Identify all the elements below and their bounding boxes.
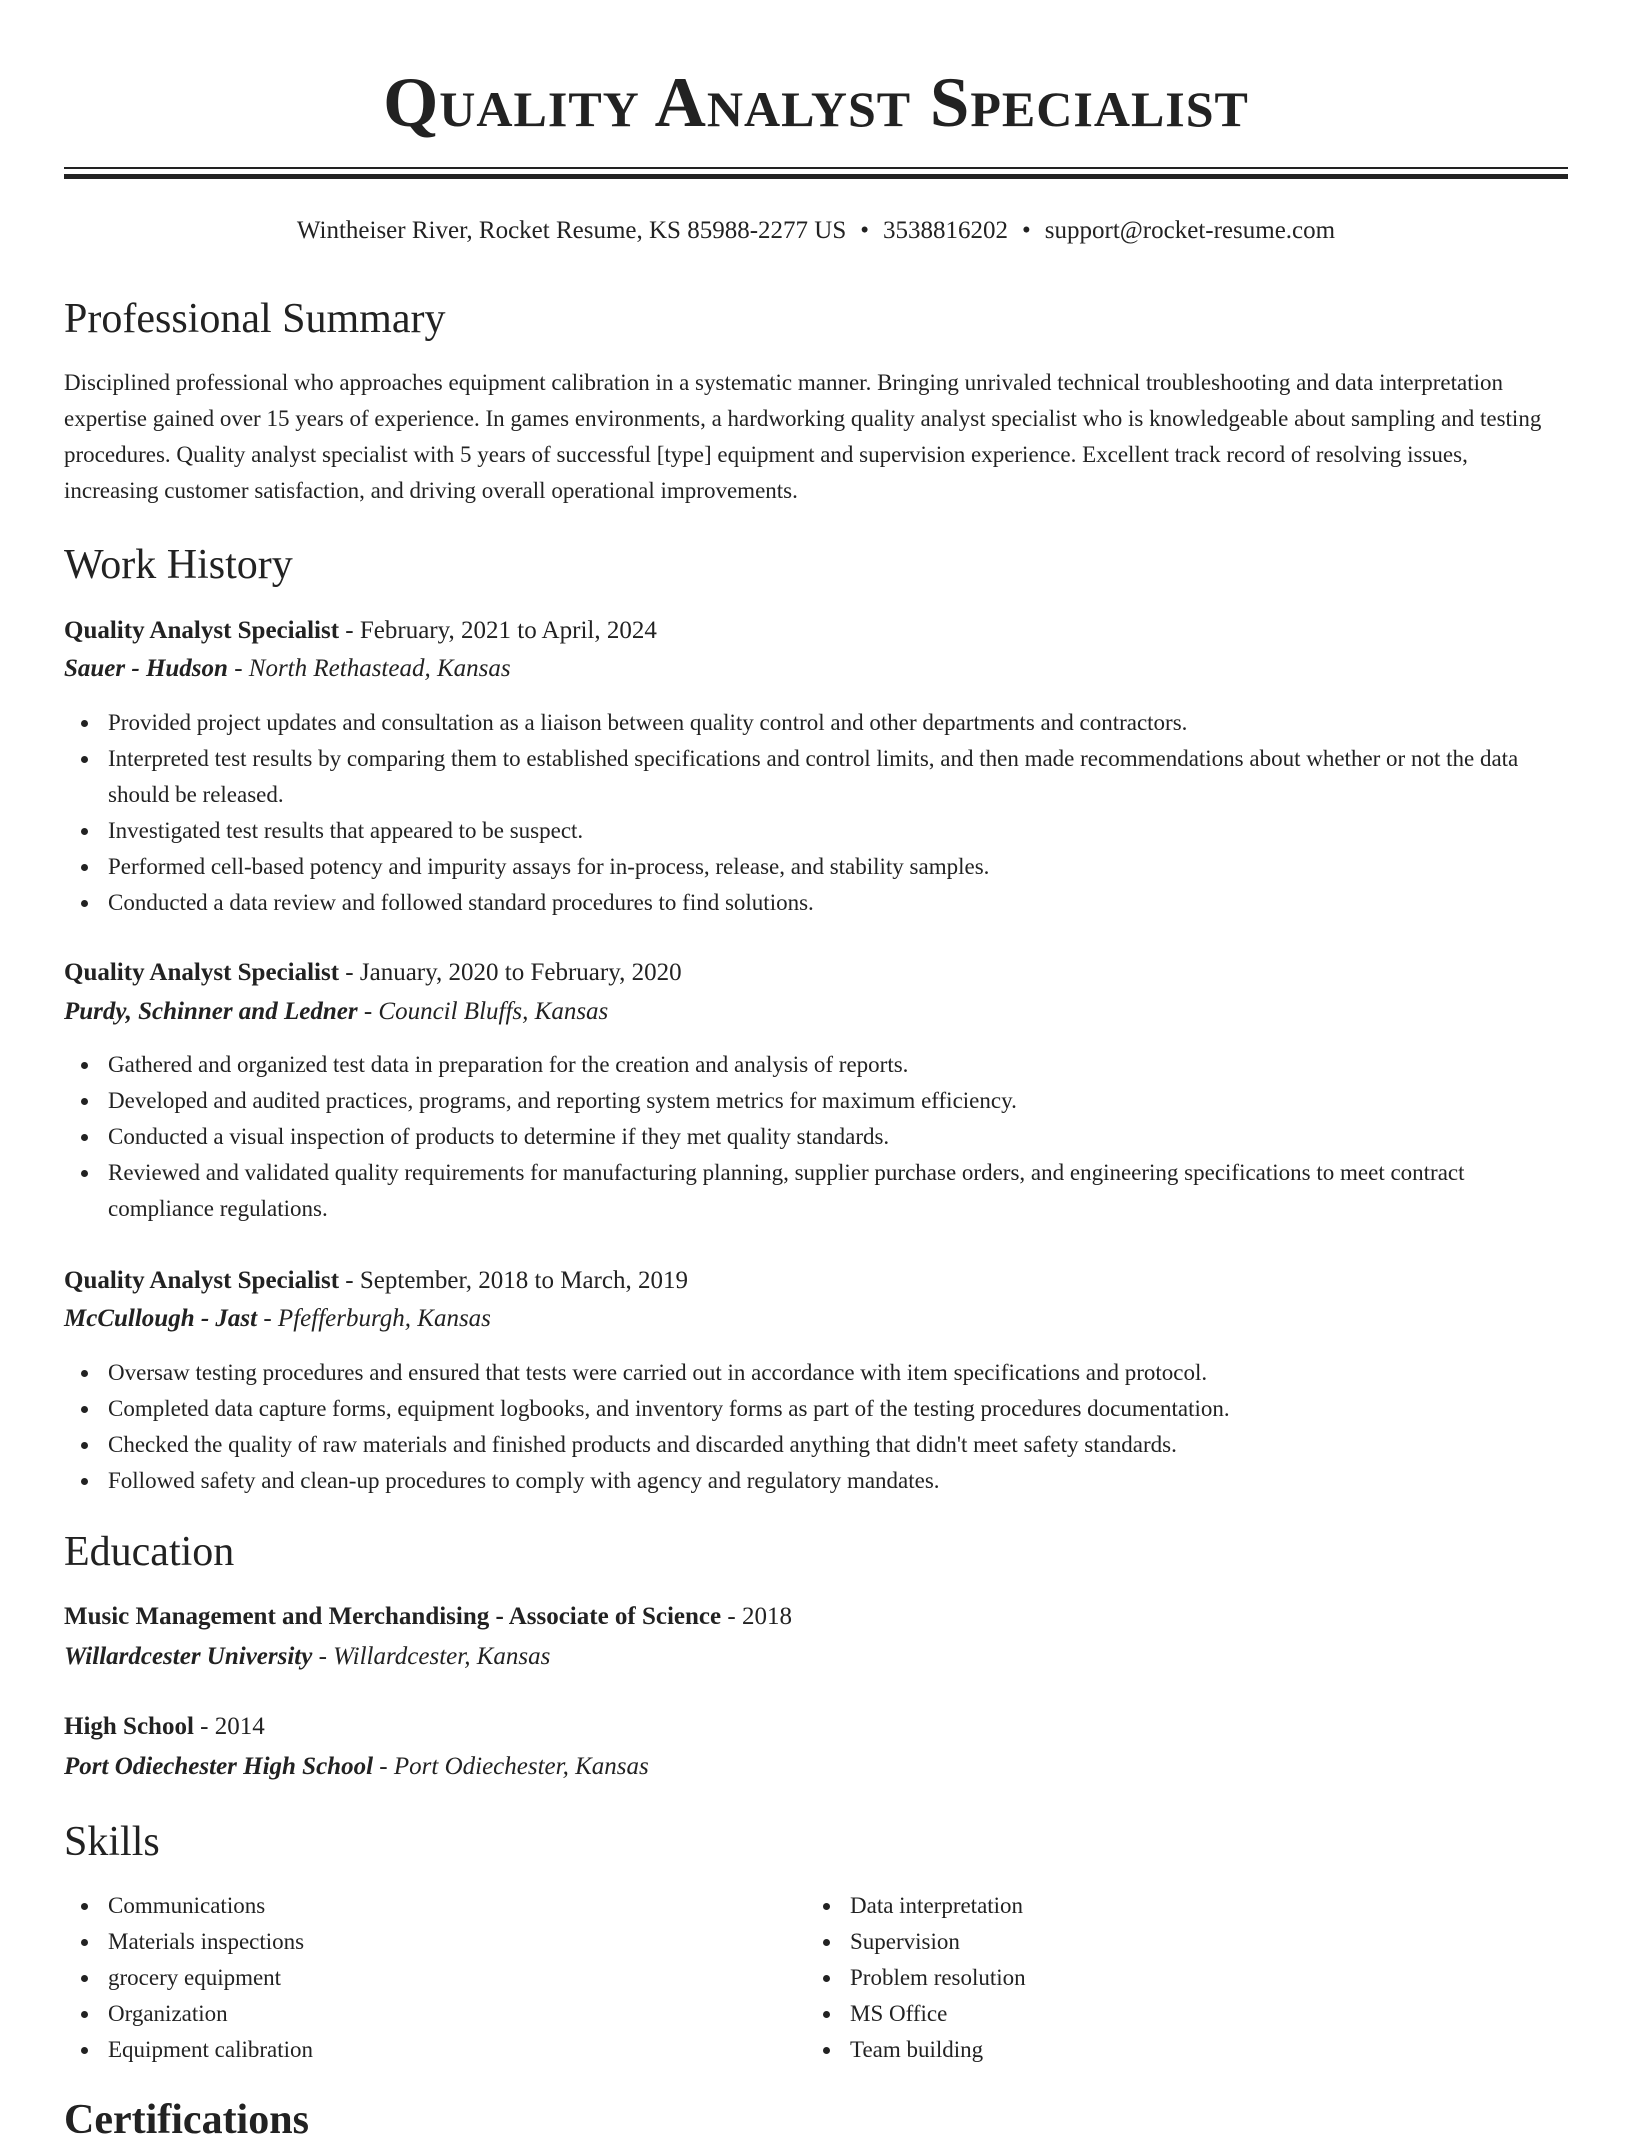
job-bullets [64,1355,1568,1499]
list-item: Conducted a visual inspection of products to determine if they met quality standards. [64,1119,1568,1155]
job-bullets [64,1047,1568,1227]
work-history-heading: Work History [64,542,293,588]
skill-item: MS Office [806,1996,1506,2032]
resume-page [64,0,1568,2143]
resume-title: Quality Analyst Specialist [383,64,1249,142]
education-year: - 2014 [193,1713,265,1740]
skill-item: Team building [806,2032,1506,2068]
title-rule-thick [64,174,1568,179]
skill-item: Materials inspections [64,1924,764,1960]
education-school-line [64,1748,1568,1786]
summary-text: Disciplined professional who approaches equipment calibration in a systematic manner. Bringing unrivaled technical troubleshooting and data interpretation expertise gained over 15 years of experience. In games environments, a hardworking quality analyst specialist who is knowledgeable about sampling and testing procedures. Quality analyst specialist with 5 years of successful [type] equipment and supervision experience. Excellent track record of resolving issues, increasing customer satisfaction, and driving overall operational improvements. [64,370,1542,503]
list-item: Investigated test results that appeared to be suspect. [64,813,1568,849]
skill-item: Data interpretation [806,1888,1506,1924]
skill-item: Equipment calibration [64,2032,764,2068]
contact-separator: • [860,217,870,244]
skill-item: Communications [64,1888,764,1924]
education-location: - Willardcester, Kansas [312,1643,551,1670]
job-dates: - January, 2020 to February, 2020 [339,959,682,986]
education-degree-line [64,1708,1568,1746]
skill-item: Supervision [806,1924,1506,1960]
job-title: Quality Analyst Specialist [64,959,340,986]
education-school: Willardcester University [64,1643,313,1670]
education-school-line [64,1638,1568,1676]
education-degree-line [64,1598,1568,1636]
certifications-heading: Certifications [64,2097,309,2143]
job-company-line [64,650,1568,688]
job-location: - Pfefferburgh, Kansas [257,1305,491,1332]
job-title-line [64,954,1568,992]
contact-email: support@rocket-resume.com [1044,217,1336,244]
job-title-line [64,1262,1568,1300]
list-item: Provided project updates and consultation as a liaison between quality control and other departments and contractors. [64,705,1568,741]
list-item: Followed safety and clean-up procedures to comply with agency and regulatory mandates. [64,1463,1568,1499]
skills-list-left [64,1888,764,2068]
job-company: Purdy, Schinner and Ledner [64,998,358,1025]
skills-heading: Skills [64,1819,160,1865]
title-rule-thin [64,167,1568,169]
list-item: Conducted a data review and followed standard procedures to find solutions. [64,885,1568,921]
job-title: Quality Analyst Specialist [64,617,340,644]
job-bullets [64,705,1568,921]
contact-line [64,212,1568,250]
summary-heading: Professional Summary [64,296,446,342]
skill-item: Problem resolution [806,1960,1506,1996]
education-degree: Music Management and Merchandising - Associate of Science [64,1603,722,1630]
skill-item: Organization [64,1996,764,2032]
skills-list-right [806,1888,1506,2068]
education-school: Port Odiechester High School [64,1753,374,1780]
list-item: Completed data capture forms, equipment logbooks, and inventory forms as part of the testing procedures documentation. [64,1391,1568,1427]
job-title-line [64,612,1568,650]
job-company-line [64,993,1568,1031]
list-item: Oversaw testing procedures and ensured that tests were carried out in accordance with item specifications and protocol. [64,1355,1568,1391]
job-dates: - September, 2018 to March, 2019 [339,1267,688,1294]
education-heading: Education [64,1529,235,1575]
list-item: Reviewed and validated quality requirements for manufacturing planning, supplier purchase orders, and engineering specifications to meet contract compliance regulations. [64,1155,1568,1227]
job-company: McCullough - Jast [64,1305,258,1332]
education-degree: High School [64,1713,194,1740]
list-item: Gathered and organized test data in preparation for the creation and analysis of reports. [64,1047,1568,1083]
job-location: - Council Bluffs, Kansas [357,998,609,1025]
list-item: Performed cell-based potency and impurity assays for in-process, release, and stability samples. [64,849,1568,885]
contact-separator: • [1022,217,1031,244]
contact-address: Wintheiser River, Rocket Resume, KS 85988-2277 US [296,217,847,244]
list-item: Developed and audited practices, programs, and reporting system metrics for maximum efficiency. [64,1083,1568,1119]
job-company: Sauer - Hudson [64,655,228,682]
education-year: - 2018 [721,1603,792,1630]
job-dates: - February, 2021 to April, 2024 [339,617,657,644]
job-location: - North Rethastead, Kansas [227,655,511,682]
skill-item: grocery equipment [64,1960,764,1996]
job-company-line [64,1300,1568,1338]
education-location: - Port Odiechester, Kansas [373,1753,649,1780]
list-item: Checked the quality of raw materials and finished products and discarded anything that didn't meet safety standards. [64,1427,1568,1463]
contact-phone: 3538816202 [883,217,1009,244]
job-title: Quality Analyst Specialist [64,1267,340,1294]
list-item: Interpreted test results by comparing them to established specifications and control limits, and then made recommendations about whether or not the data should be released. [64,741,1568,813]
